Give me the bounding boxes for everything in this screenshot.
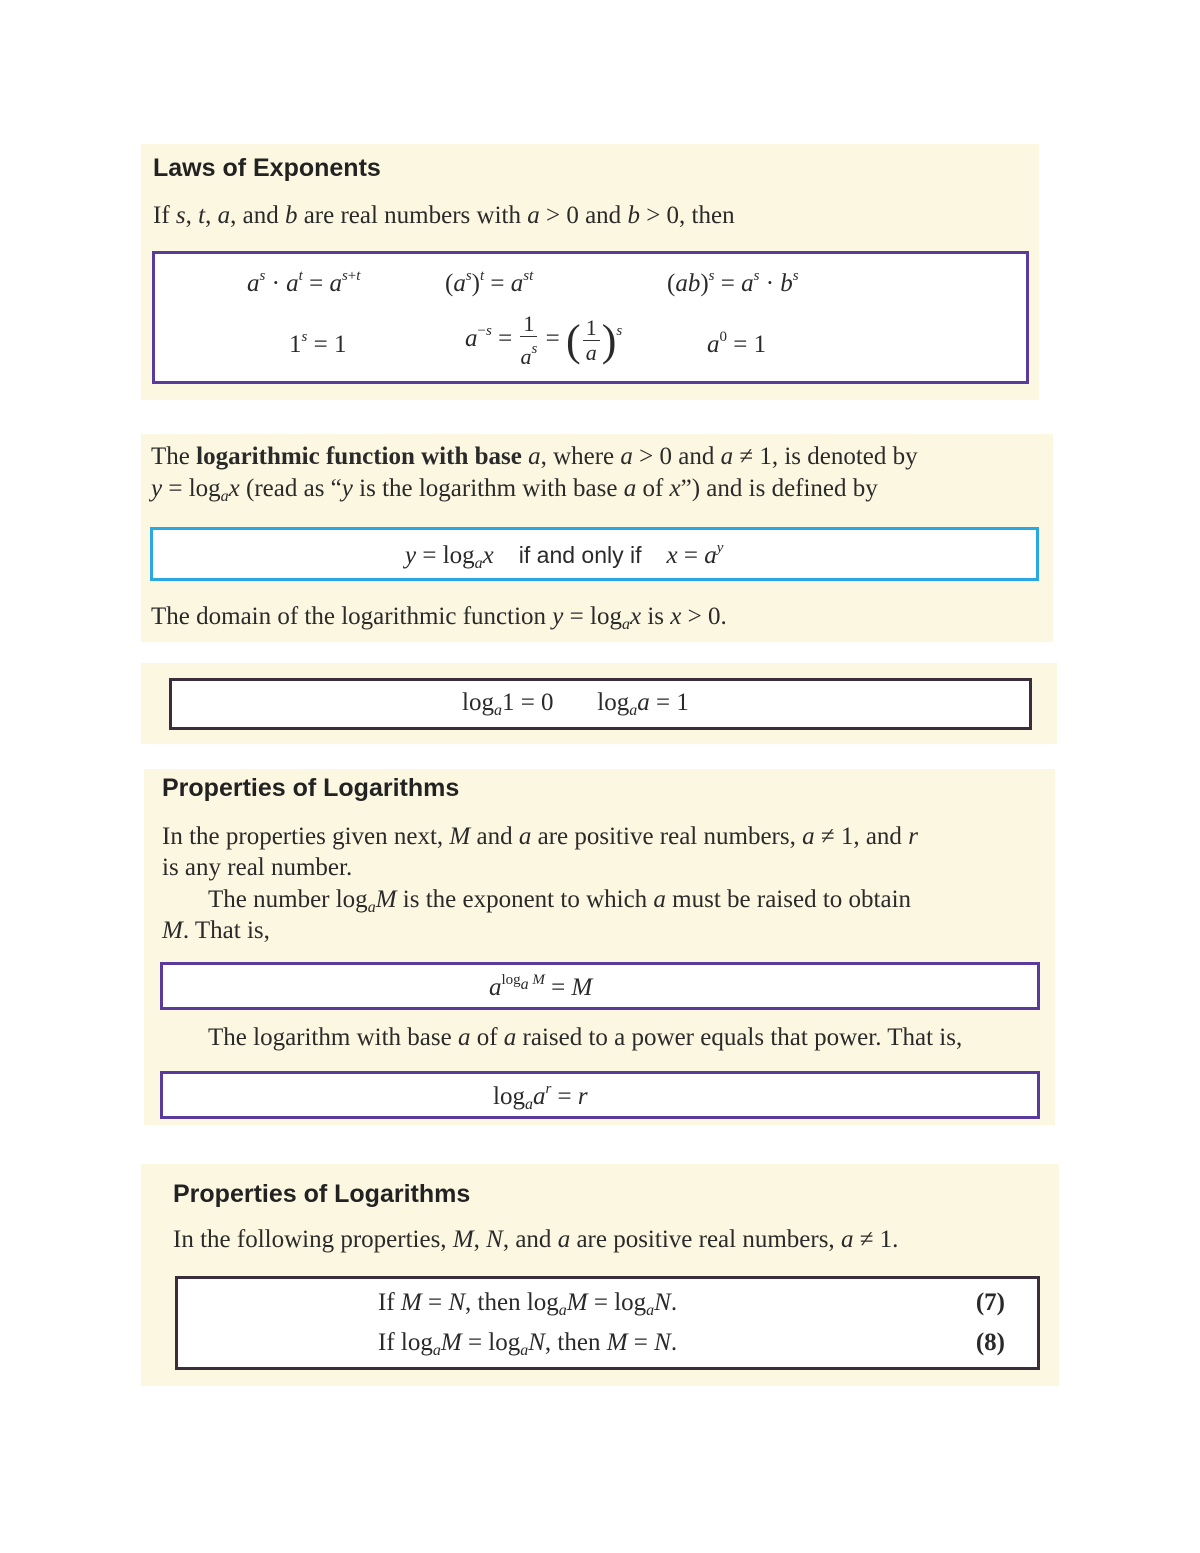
formula-power-rule: $(a^s)^t = a^{st}$ [445,268,534,297]
blank-patch [975,1084,1007,1108]
properties-panel-1 [144,769,1055,1125]
definition-box [150,527,1039,581]
section-heading: Properties of Logarithms [173,1180,471,1208]
properties-para2-line2: M. That is, [162,917,270,944]
intro-text: If s, t, a, and b are real numbers with a > 0 and b > 0, then [153,202,735,229]
formula-negative-exponent: $a^{-s}$ = $\frac{1}{a^s}$ = ( $\frac{1}{a}$ )$^s$ [465,311,623,369]
properties-panel-2 [141,1164,1059,1386]
property-8-text: If $\log_aM = \log_aN$, then M = N. [378,1329,678,1359]
formula-product-rule: $a^s \cdot a^t = a^{s+t}$ [247,268,361,297]
log-identities-box [169,678,1032,730]
properties-para1-line1: In the properties given next, M and a are positive real numbers, a ≠ 1, and r [162,823,918,850]
formula-one-power: $1^s = 1$ [289,329,347,358]
property-7-text: If M = N, then $\log_aM = \log_aN$. [378,1289,678,1319]
properties2-intro: In the following properties, M, N, and a are positive real numbers, a ≠ 1. [173,1226,899,1253]
formula-product-power: $(ab)^s = a^s \cdot b^s$ [667,268,799,297]
inverse-property-formula: $a^{log_a M} = M$ [489,972,593,1001]
inverse-property-box [160,962,1040,1010]
equality-properties-box [175,1276,1040,1370]
definition-formula: $y = \log_ax$ if and only if $x = a^y$ [405,540,724,572]
exponent-laws-box [152,251,1029,384]
properties-para2-line1: The number $\log_aM$ is the exponent to which a must be raised to obtain [208,886,912,916]
section-heading: Properties of Logarithms [162,774,460,802]
property-7-number: (7) [975,1289,1005,1316]
blank-patch [967,330,999,356]
properties-para3: The logarithm with base a of a raised to a power equals that power. That is, [208,1024,963,1051]
power-property-formula: $\log_aa^r = r$ [493,1081,588,1113]
domain-statement: The domain of the logarithmic function $y = \log_ax$ is x > 0. [151,603,727,633]
properties-para1-line2: is any real number. [162,854,353,881]
log-definition-panel [141,434,1053,642]
property-8-number: (8) [975,1329,1005,1356]
laws-of-exponents-panel [141,144,1039,400]
definition-intro-line2: $y = \log_ax$ (read as “y is the logarithm with base a of x”) and is defined by [151,475,878,505]
power-property-box [160,1071,1040,1119]
blank-patch [975,975,1007,999]
log-identities-panel [141,663,1057,744]
definition-intro-line1: The logarithmic function with base a, where a > 0 and a ≠ 1, is denoted by [151,443,918,470]
section-heading: Laws of Exponents [153,154,381,182]
log-identities-formula: $\log_a1 = 0$ $\log_aa = 1$ [462,689,689,719]
formula-zero-exponent: $a^0 = 1$ [707,329,767,358]
